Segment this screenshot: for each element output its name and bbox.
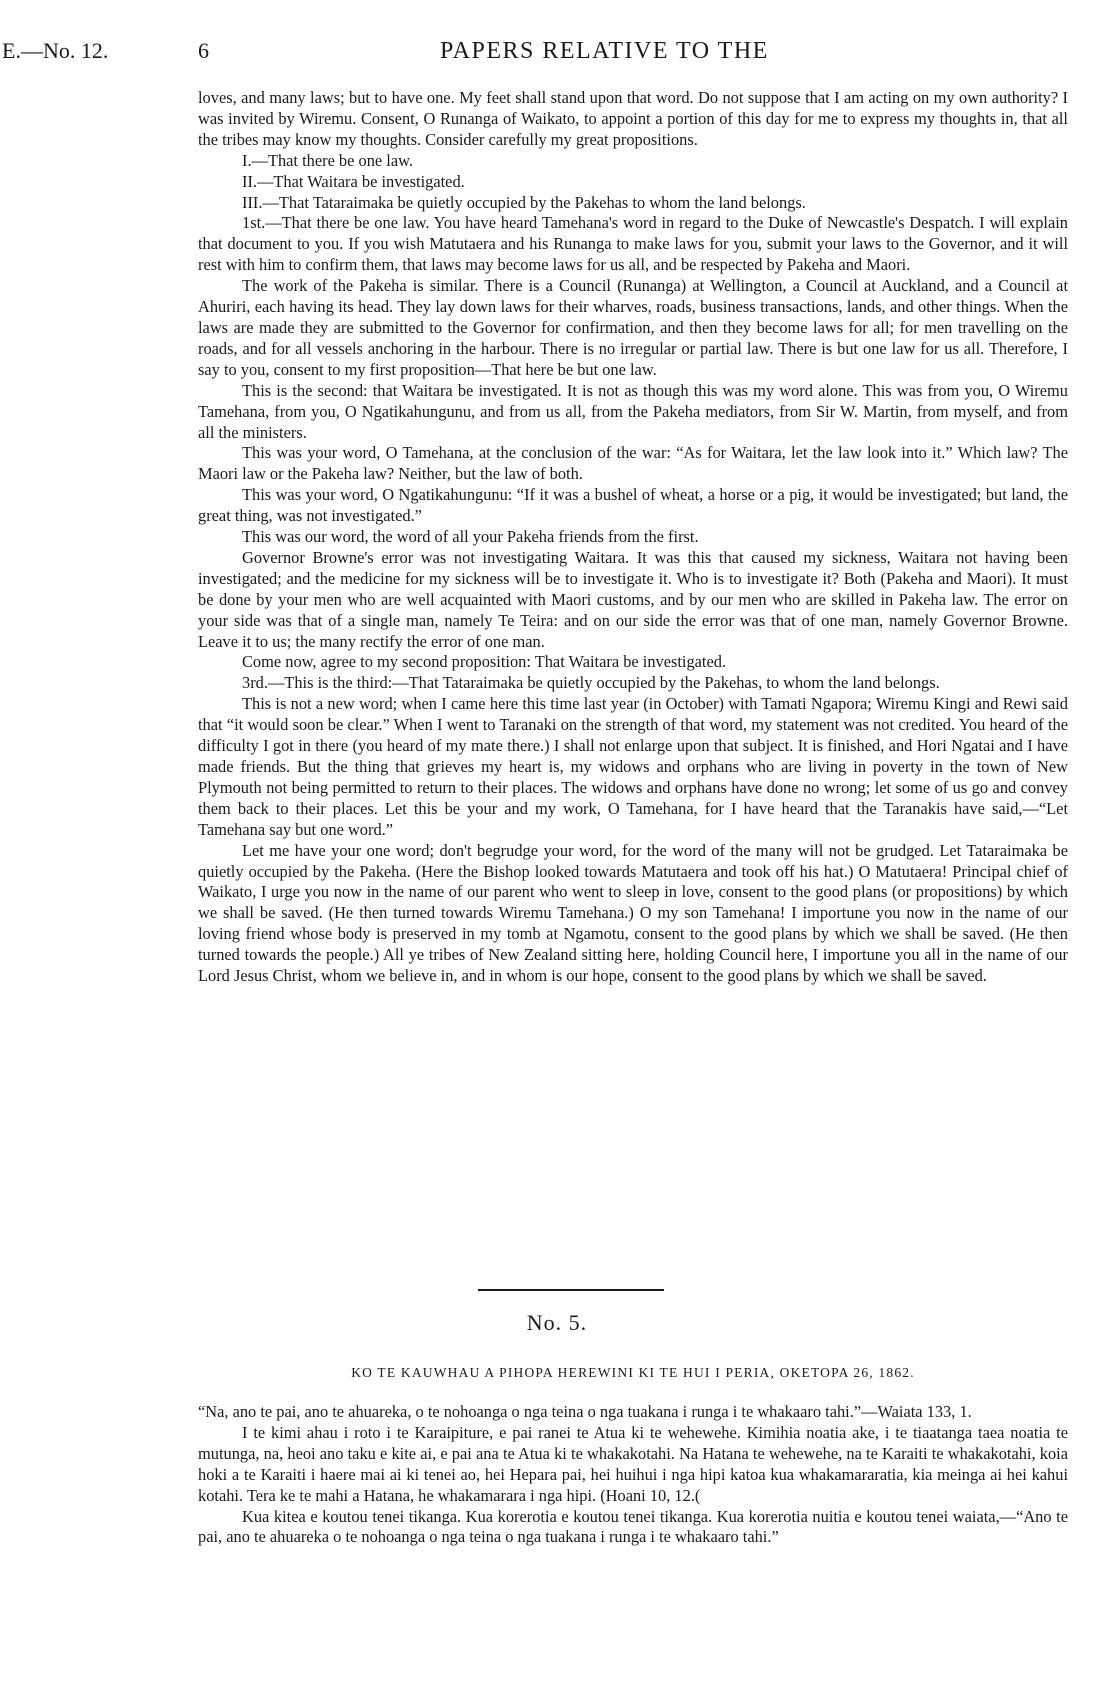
paragraph: Governor Browne's error was not investigating Waitara. It was this that caused my sickness, Waitara not having been investigated; and the medicine for my sickness will be to investigate it. Who is to investigate it? Both (Pakeha and Maori). It must be done by your men who are well acquainted with Maori customs, and by our men who are skilled in Pakeha law. The error on your side was that of a single man, namely Te Teira: and on our side the error was that of one man, namely Governor Browne. Leave it to us; the many rectify the error of one man.: [198, 547, 1068, 651]
section-divider: [478, 1289, 664, 1291]
proposition-1: I.—That there be one law.: [242, 150, 413, 170]
paragraph: This was your word, O Ngatikahungunu: “If it was a bushel of wheat, a horse or a pig, it would be investigated; but land, the great thing, was not investigated.”: [198, 485, 1068, 526]
section-subheading: KO TE KAUWHAU A PIHOPA HEREWINI KI TE HUI I PERIA, OKETOPA 26, 1862.: [351, 1365, 915, 1380]
page-number: 6: [198, 38, 209, 63]
paragraph: This is not a new word; when I came here this time last year (in October) with Tamati Ngapora; Wiremu Kingi and Rewi said that “it would soon be clear.” When I went to Taranaki on the strength of that word, my statement was not credited. You heard of the difficulty I got in there (you heard of my mate there.) I shall not enlarge upon that subject. It is finished, and Hori Ngatai and I have made friends. But the thing that grieves my heart is, my widows and orphans who are living in poverty in the town of New Plymouth not being permitted to return to their places. The widows and orphans have done no wrong; let some of us go and convey them back to their places. Let this be your and my work, O Tamehana, for I have heard that the Taranakis have said,—“Let Tamehana say but one word.”: [198, 694, 1068, 839]
epigraph: “Na, ano te pai, ano te ahuareka, o te nohoanga o nga teina o nga tuakana i runga i te whakaaro tahi.”—Waiata 133, 1.: [198, 1402, 972, 1421]
paragraph: 1st.—That there be one law. You have heard Tamehana's word in regard to the Duke of Newcastle's Despatch. I will explain that document to you. If you wish Matutaera and his Runanga to make laws for you, submit your laws to the Governor, and it will rest with him to confirm them, that laws may become laws for us all, and be respected by Pakeha and Maori.: [198, 213, 1068, 275]
main-text: [198, 88, 1068, 987]
running-header: [0, 38, 1114, 74]
paragraph: Kua kitea e koutou tenei tikanga. Kua korerotia e koutou tenei tikanga. Kua korerotia nuitia e koutou tenei waiata,—“Ano te pai, ano te ahuareka o te nohoanga o nga teina o nga tuakana i runga i te whakaaro tahi.”: [198, 1506, 1068, 1547]
section-text: [198, 1402, 1068, 1548]
paragraph: Let me have your one word; don't begrudge your word, for the word of the many will not be grudged. Let Tataraimaka be quietly occupied by the Pakeha. (Here the Bishop looked towards Matutaera and took off his hat.) O Matutaera! Principal chief of Waikato, I urge you now in the name of our parent who went to sleep in love, consent to the good plans (or propositions) by which we shall be saved. (He then turned towards Wiremu Tamehana.) O my son Tamehana! I importune you now in the name of our loving friend whose body is preserved in my tomb at Ngamotu, consent to the good plans by which we shall be saved. (He then turned towards the people.) All ye tribes of New Zealand sitting here, holding Council here, I importune you all in the name of our Lord Jesus Christ, whom we believe in, and in whom is our hope, consent to the good plans by which we shall be saved.: [198, 840, 1068, 986]
running-title: PAPERS RELATIVE TO THE: [440, 38, 769, 64]
proposition-2: II.—That Waitara be investigated.: [242, 171, 465, 191]
paragraph: This was our word, the word of all your Pakeha friends from the first.: [242, 527, 699, 547]
paragraph: 3rd.—This is the third:—That Tataraimaka be quietly occupied by the Pakehas, to whom the land belongs.: [242, 673, 940, 693]
document-reference: E.—No. 12.: [2, 38, 109, 63]
section-number: No. 5.: [526, 1310, 588, 1335]
paragraph: I te kimi ahau i roto i te Karaipiture, e pai ranei te Atua ki te wehewehe. Kimihia noatia ake, i te tiaatanga taea noatia te mutunga, na, heoi ano taku e kite ai, e pai ana te Atua ki te whakakotahi. Na Hatana te wehewehe, na te Karaiti te whakakotahi, koia hoki a te Karaiti i haere mai ai ki tenei ao, hei Hepara pai, hei huihui i nga hipi katoa kua whakamararatia, kia meinga ai hei kahui kotahi. Tera ke te mahi a Hatana, he whakamarara i nga hipi. (Hoani 10, 12.(: [198, 1422, 1068, 1505]
paragraph: This is the second: that Waitara be investigated. It is not as though this was my word alone. This was from you, O Wiremu Tamehana, from you, O Ngatikahungunu, and from us all, from the Pakeha mediators, from Sir W. Martin, from myself, and from all the ministers.: [198, 380, 1068, 442]
paragraph: This was your word, O Tamehana, at the conclusion of the war: “As for Waitara, let the law look into it.” Which law? The Maori law or the Pakeha law? Neither, but the law of both.: [198, 443, 1068, 484]
paragraph: Come now, agree to my second proposition: That Waitara be investigated.: [242, 652, 727, 672]
paragraph: loves, and many laws; but to have one. My feet shall stand upon that word. Do not suppose that I am acting on my own authority? I was invited by Wiremu. Consent, O Runanga of Waikato, to appoint a portion of this day for me to express my thoughts in, that all the tribes may know my thoughts. Consider carefully my great propositions.: [198, 88, 1068, 149]
paragraph: The work of the Pakeha is similar. There is a Council (Runanga) at Wellington, a Council at Auckland, and a Council at Ahuriri, each having its head. They lay down laws for their wharves, roads, business transactions, lands, and other things. When the laws are made they are submitted to the Governor for confirmation, and then they become laws for all; for men travelling on the roads, and for all vessels anchoring in the harbour. There is no irregular or partial law. There is but one law for us all. Therefore, I say to you, consent to my first proposition—That here be but one law.: [198, 276, 1068, 379]
proposition-3: III.—That Tataraimaka be quietly occupied by the Pakehas to whom the land belongs.: [242, 192, 806, 212]
